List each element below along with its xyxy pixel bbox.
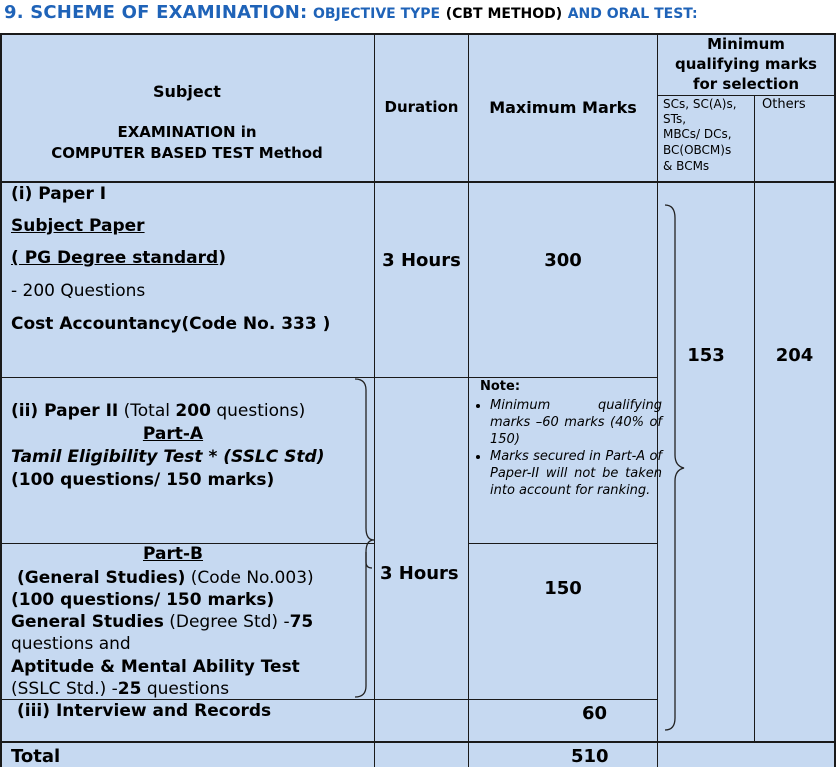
note-title: Note: — [480, 379, 521, 394]
qualifying-reserved: 153 — [687, 345, 725, 366]
paper1-pg-standard: ( PG Degree standard) — [11, 248, 226, 268]
paper2-marks: 150 — [544, 578, 582, 599]
brace-part-b — [355, 552, 366, 697]
header-others: Others — [762, 97, 806, 112]
interview-title: (iii) Interview and Records — [17, 701, 272, 721]
paper2-gs-title: (General Studies) (Code No.003) — [17, 568, 314, 588]
note-item: • Minimum qualifying marks –60 marks (40% of 150) — [490, 397, 662, 448]
heading-part1: OBJECTIVE TYPE — [312, 6, 441, 22]
note-item: • Marks secured in Part-A of Paper-II will not be taken into account for ranking. — [490, 448, 662, 499]
header-sc-line2: STs, — [663, 112, 687, 126]
qualifying-others: 204 — [775, 345, 814, 366]
paper2-part-a: Part-A — [142, 424, 204, 444]
paper2-part-b: Part-B — [143, 544, 203, 564]
header-max-marks: Maximum Marks — [489, 98, 637, 117]
brace-part-a — [355, 379, 374, 568]
paper1-title: (i) Paper I — [11, 184, 107, 204]
header-exam-line2: COMPUTER BASED TEST Method — [51, 144, 323, 162]
paper2-gs-line: General Studies (Degree Std) -75 — [11, 612, 314, 632]
paper2-part-b-marks: (100 questions/ 150 marks) — [11, 590, 275, 610]
header-min-line2: qualifying marks — [675, 55, 817, 73]
total-marks: 510 — [571, 746, 609, 767]
header-sc-line3: MBCs/ DCs, — [663, 127, 732, 141]
total-label: Total — [11, 746, 61, 767]
heading-part2: (CBT METHOD) — [445, 6, 563, 22]
header-subject: Subject — [153, 82, 221, 101]
header-sc-line4: BC(OBCM)s — [663, 143, 732, 157]
heading-number: 9. SCHEME OF EXAMINATION: — [4, 2, 308, 23]
paper2-gs-questions: questions and — [11, 634, 131, 654]
paper2-title: (ii) Paper II (Total 200 questions) — [11, 401, 306, 421]
brace-qualifying — [665, 205, 684, 730]
paper1-questions: - 200 Questions — [11, 281, 146, 301]
paper2-tamil-test: Tamil Eligibility Test * (SSLC Std) — [11, 447, 325, 467]
header-sc-line1: SCs, SC(A)s, — [663, 97, 737, 111]
paper2-aptitude-line: (SSLC Std.) -25 questions — [11, 679, 230, 699]
paper1-subject-paper: Subject Paper — [11, 216, 145, 236]
header-sc-line5: & BCMs — [663, 159, 710, 173]
paper2-aptitude: Aptitude & Mental Ability Test — [11, 657, 300, 677]
paper2-duration: 3 Hours — [380, 563, 459, 584]
header-duration: Duration — [384, 98, 459, 116]
paper1-marks: 300 — [544, 250, 582, 271]
header-min-line3: for selection — [692, 75, 800, 93]
paper1-subject-name: Cost Accountancy(Code No. 333 ) — [11, 314, 331, 334]
header-min-line1: Minimum — [707, 35, 785, 53]
paper2-part-a-marks: (100 questions/ 150 marks) — [11, 470, 275, 490]
paper1-duration: 3 Hours — [382, 250, 461, 271]
header-exam-line1: EXAMINATION in — [117, 123, 257, 141]
interview-marks: 60 — [582, 703, 608, 724]
heading-part3: AND ORAL TEST: — [567, 6, 698, 22]
